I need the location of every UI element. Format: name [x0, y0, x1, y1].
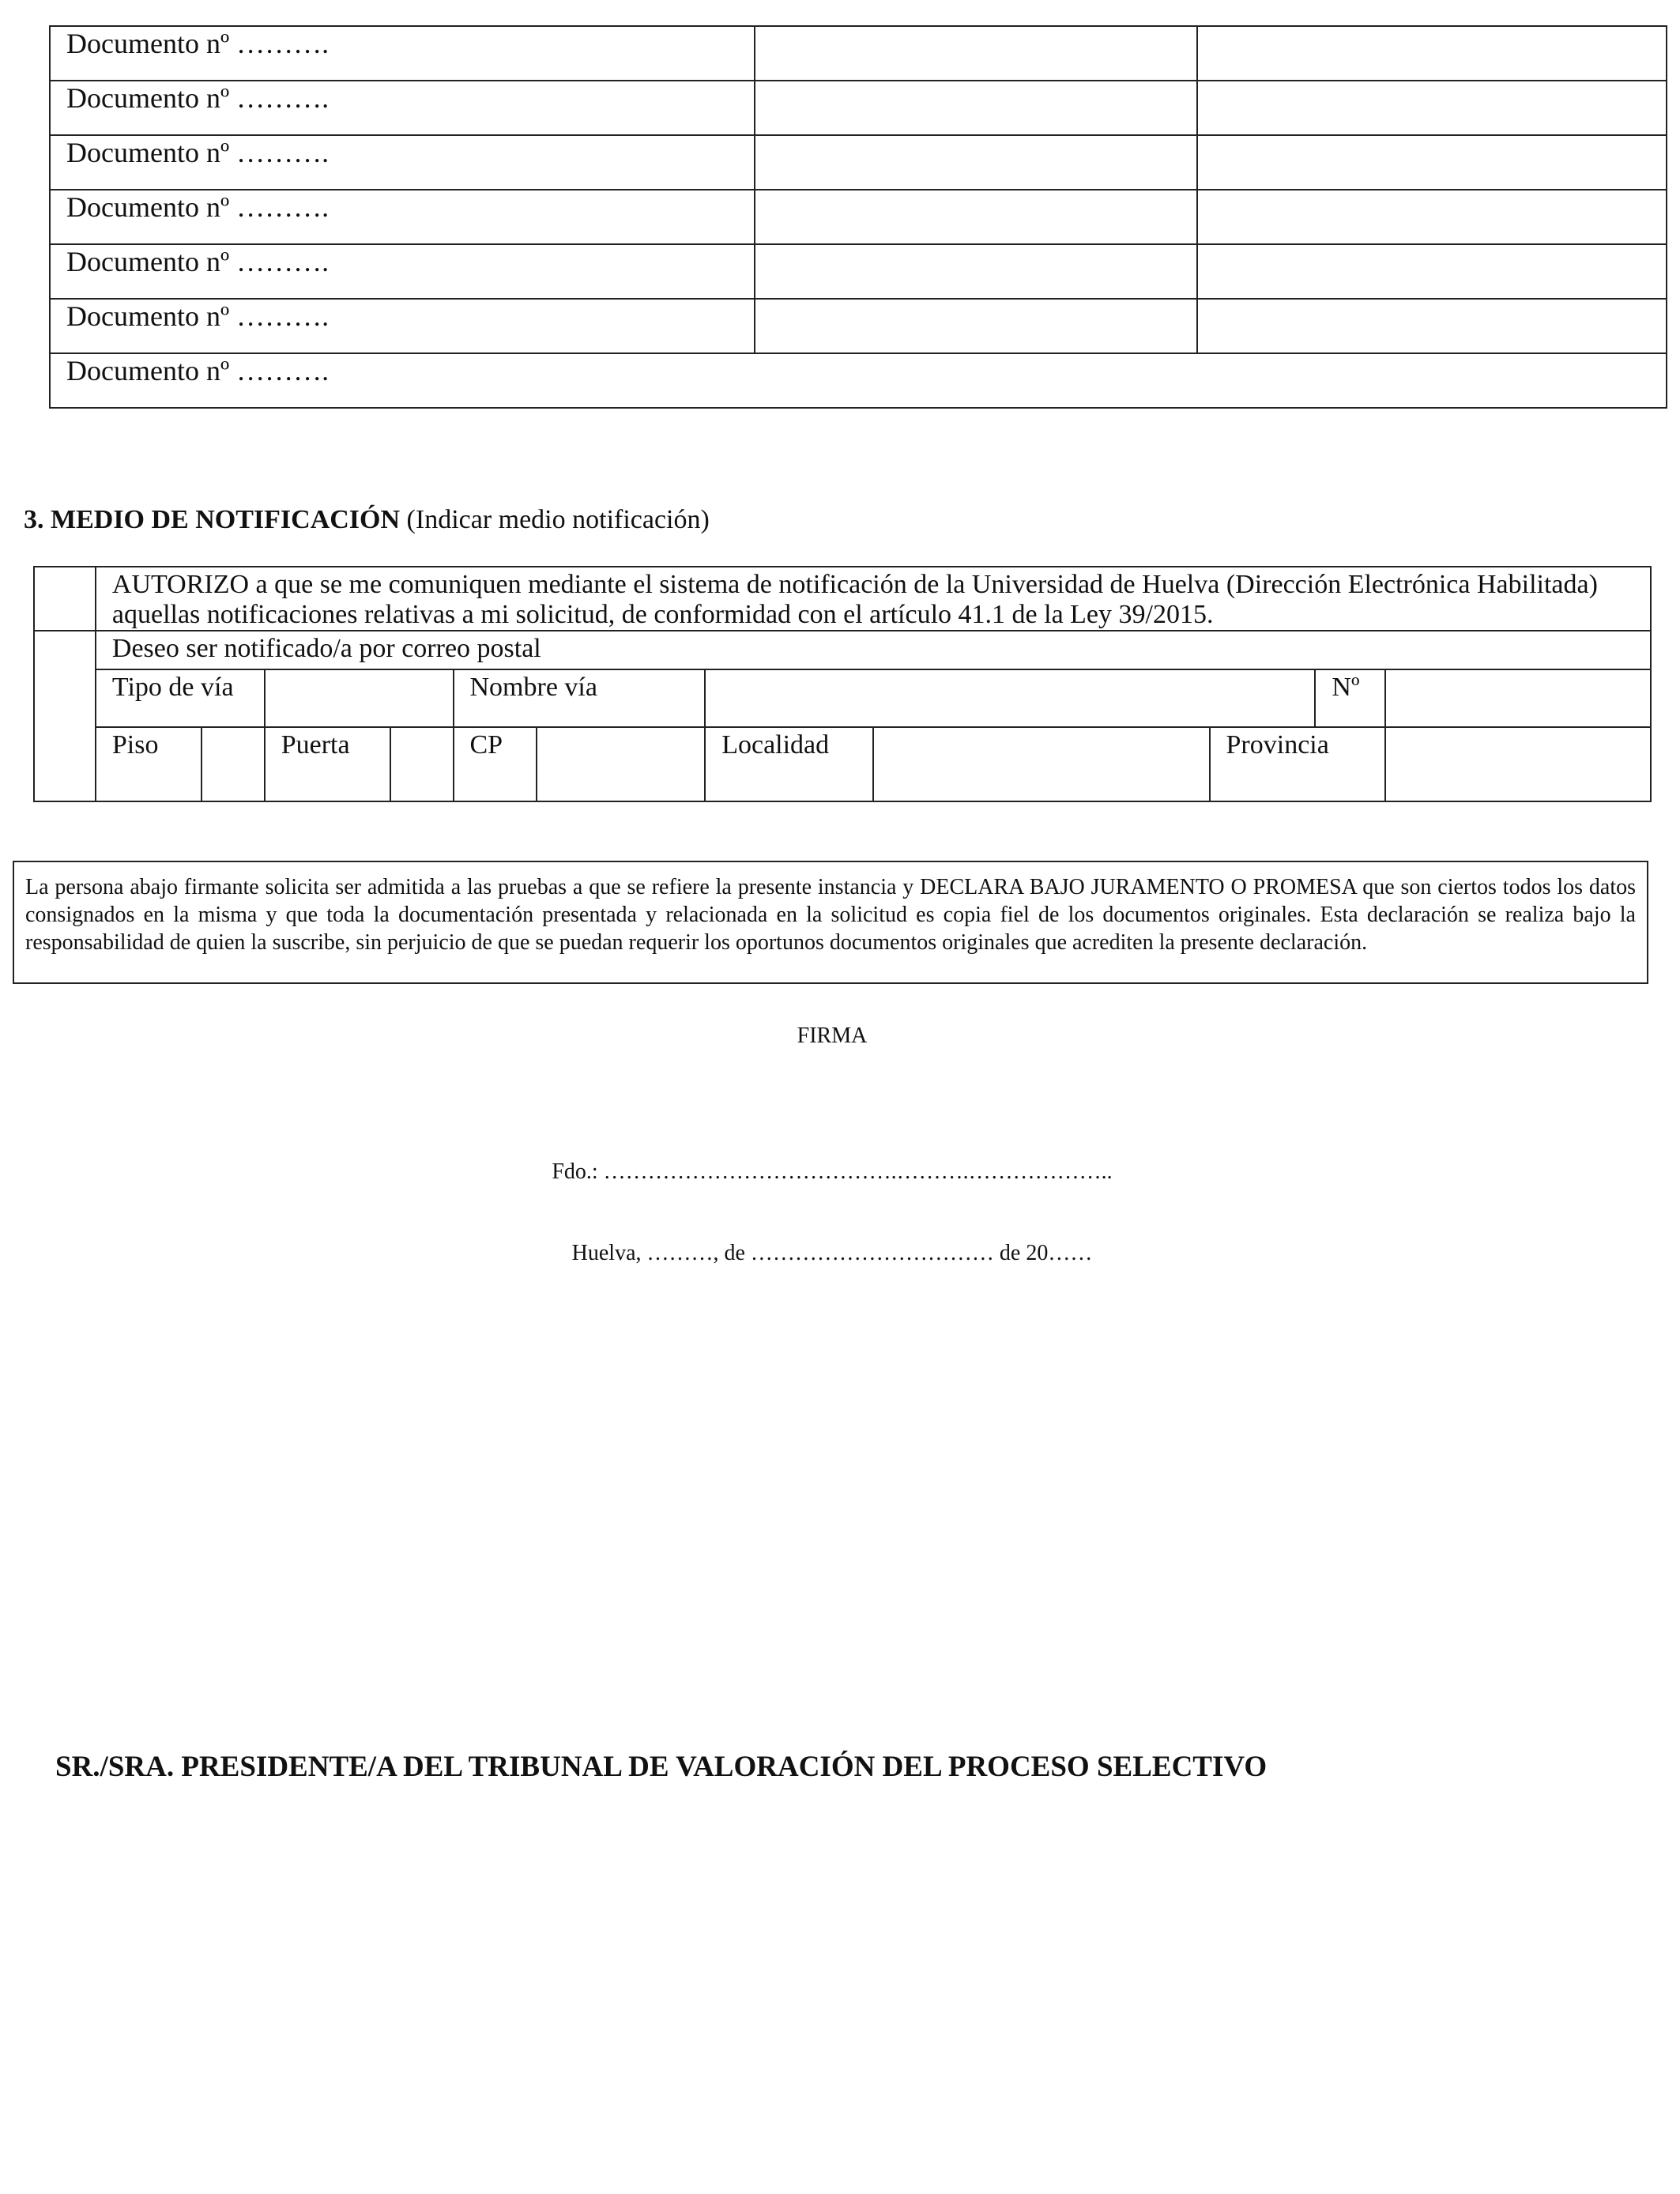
nombre-via-label: Nombre vía — [454, 669, 706, 727]
provincia-field[interactable] — [1385, 727, 1651, 801]
document-row — [50, 135, 1667, 190]
document-field[interactable] — [1197, 190, 1667, 244]
document-field[interactable] — [755, 299, 1197, 353]
document-label: Documento nº ………. — [50, 190, 755, 244]
document-row — [50, 299, 1667, 353]
piso-field[interactable] — [202, 727, 265, 801]
document-row — [50, 190, 1667, 244]
electronic-notification-text — [96, 567, 1651, 631]
declaration-box — [13, 861, 1648, 984]
section-title-hint: (Indicar medio notificación) — [400, 505, 710, 534]
cp-field[interactable] — [537, 727, 705, 801]
section-title — [24, 505, 710, 535]
puerta-label: Puerta — [265, 727, 390, 801]
electronic-line-2: aquellas notificaciones relativas a mi solicitud, de conformidad con el artículo 41.1 de la Ley 39/2015. — [111, 600, 1214, 629]
document-row — [50, 353, 1667, 408]
document-label: Documento nº ………. — [50, 26, 755, 81]
piso-label: Piso — [96, 727, 202, 801]
localidad-label: Localidad — [705, 727, 873, 801]
cp-label: CP — [454, 727, 537, 801]
notification-table — [33, 566, 1652, 802]
fdo-line[interactable]: Fdo.: ………………………………….……….……………….. — [552, 1159, 1113, 1184]
localidad-field[interactable] — [873, 727, 1209, 801]
document-field[interactable] — [1197, 26, 1667, 81]
document-label: Documento nº ………. — [50, 244, 755, 299]
section-title-bold: 3. MEDIO DE NOTIFICACIÓN — [24, 505, 401, 534]
document-label: Documento nº ………. — [50, 299, 755, 353]
numero-field[interactable] — [1385, 669, 1651, 727]
addressee-heading: SR./SRA. PRESIDENTE/A DEL TRIBUNAL DE VALORACIÓN DEL PROCESO SELECTIVO — [55, 1751, 1268, 1783]
document-field[interactable] — [755, 190, 1197, 244]
firma-label: FIRMA — [797, 1023, 868, 1048]
document-field[interactable] — [755, 244, 1197, 299]
declaration-text: La persona abajo firmante solicita ser admitida a las pruebas a que se refiere la presente instancia y DECLARA BAJO JURAMENTO O PROMESA que son ciertos todos los datos consignados en la misma y que toda la documentación presentada y relacionada en la solicitud es copia fiel de los documentos originales. Esta declaración se realiza bajo la responsabilidad de quien la suscribe, sin perjuicio de que se puedan requerir los oportunos documentos originales que acrediten la presente declaración. — [25, 875, 1636, 955]
documents-table — [49, 25, 1667, 409]
electronic-line-1: AUTORIZO a que se me comuniquen mediante el sistema de notificación de la Universidad de Huelva (Dirección Electrónica Habilitada) — [111, 570, 1598, 599]
puerta-field[interactable] — [390, 727, 454, 801]
document-row — [50, 81, 1667, 135]
document-row — [50, 26, 1667, 81]
document-label: Documento nº ………. — [50, 353, 1667, 408]
document-field[interactable] — [1197, 135, 1667, 190]
tipo-via-label: Tipo de vía — [96, 669, 265, 727]
document-field[interactable] — [1197, 244, 1667, 299]
provincia-label: Provincia — [1210, 727, 1386, 801]
numero-label: Nº — [1315, 669, 1385, 727]
document-field[interactable] — [1197, 299, 1667, 353]
postal-checkbox[interactable] — [34, 631, 96, 801]
nombre-via-field[interactable] — [705, 669, 1315, 727]
document-label: Documento nº ………. — [50, 81, 755, 135]
postal-label: Deseo ser notificado/a por correo postal — [96, 631, 1651, 669]
electronic-checkbox[interactable] — [34, 567, 96, 631]
document-field[interactable] — [755, 135, 1197, 190]
date-line[interactable]: Huelva, ………, de …………………………… de 20…… — [571, 1241, 1093, 1265]
document-label: Documento nº ………. — [50, 135, 755, 190]
document-field[interactable] — [1197, 81, 1667, 135]
document-field[interactable] — [755, 81, 1197, 135]
document-row — [50, 244, 1667, 299]
tipo-via-field[interactable] — [265, 669, 454, 727]
document-field[interactable] — [755, 26, 1197, 81]
